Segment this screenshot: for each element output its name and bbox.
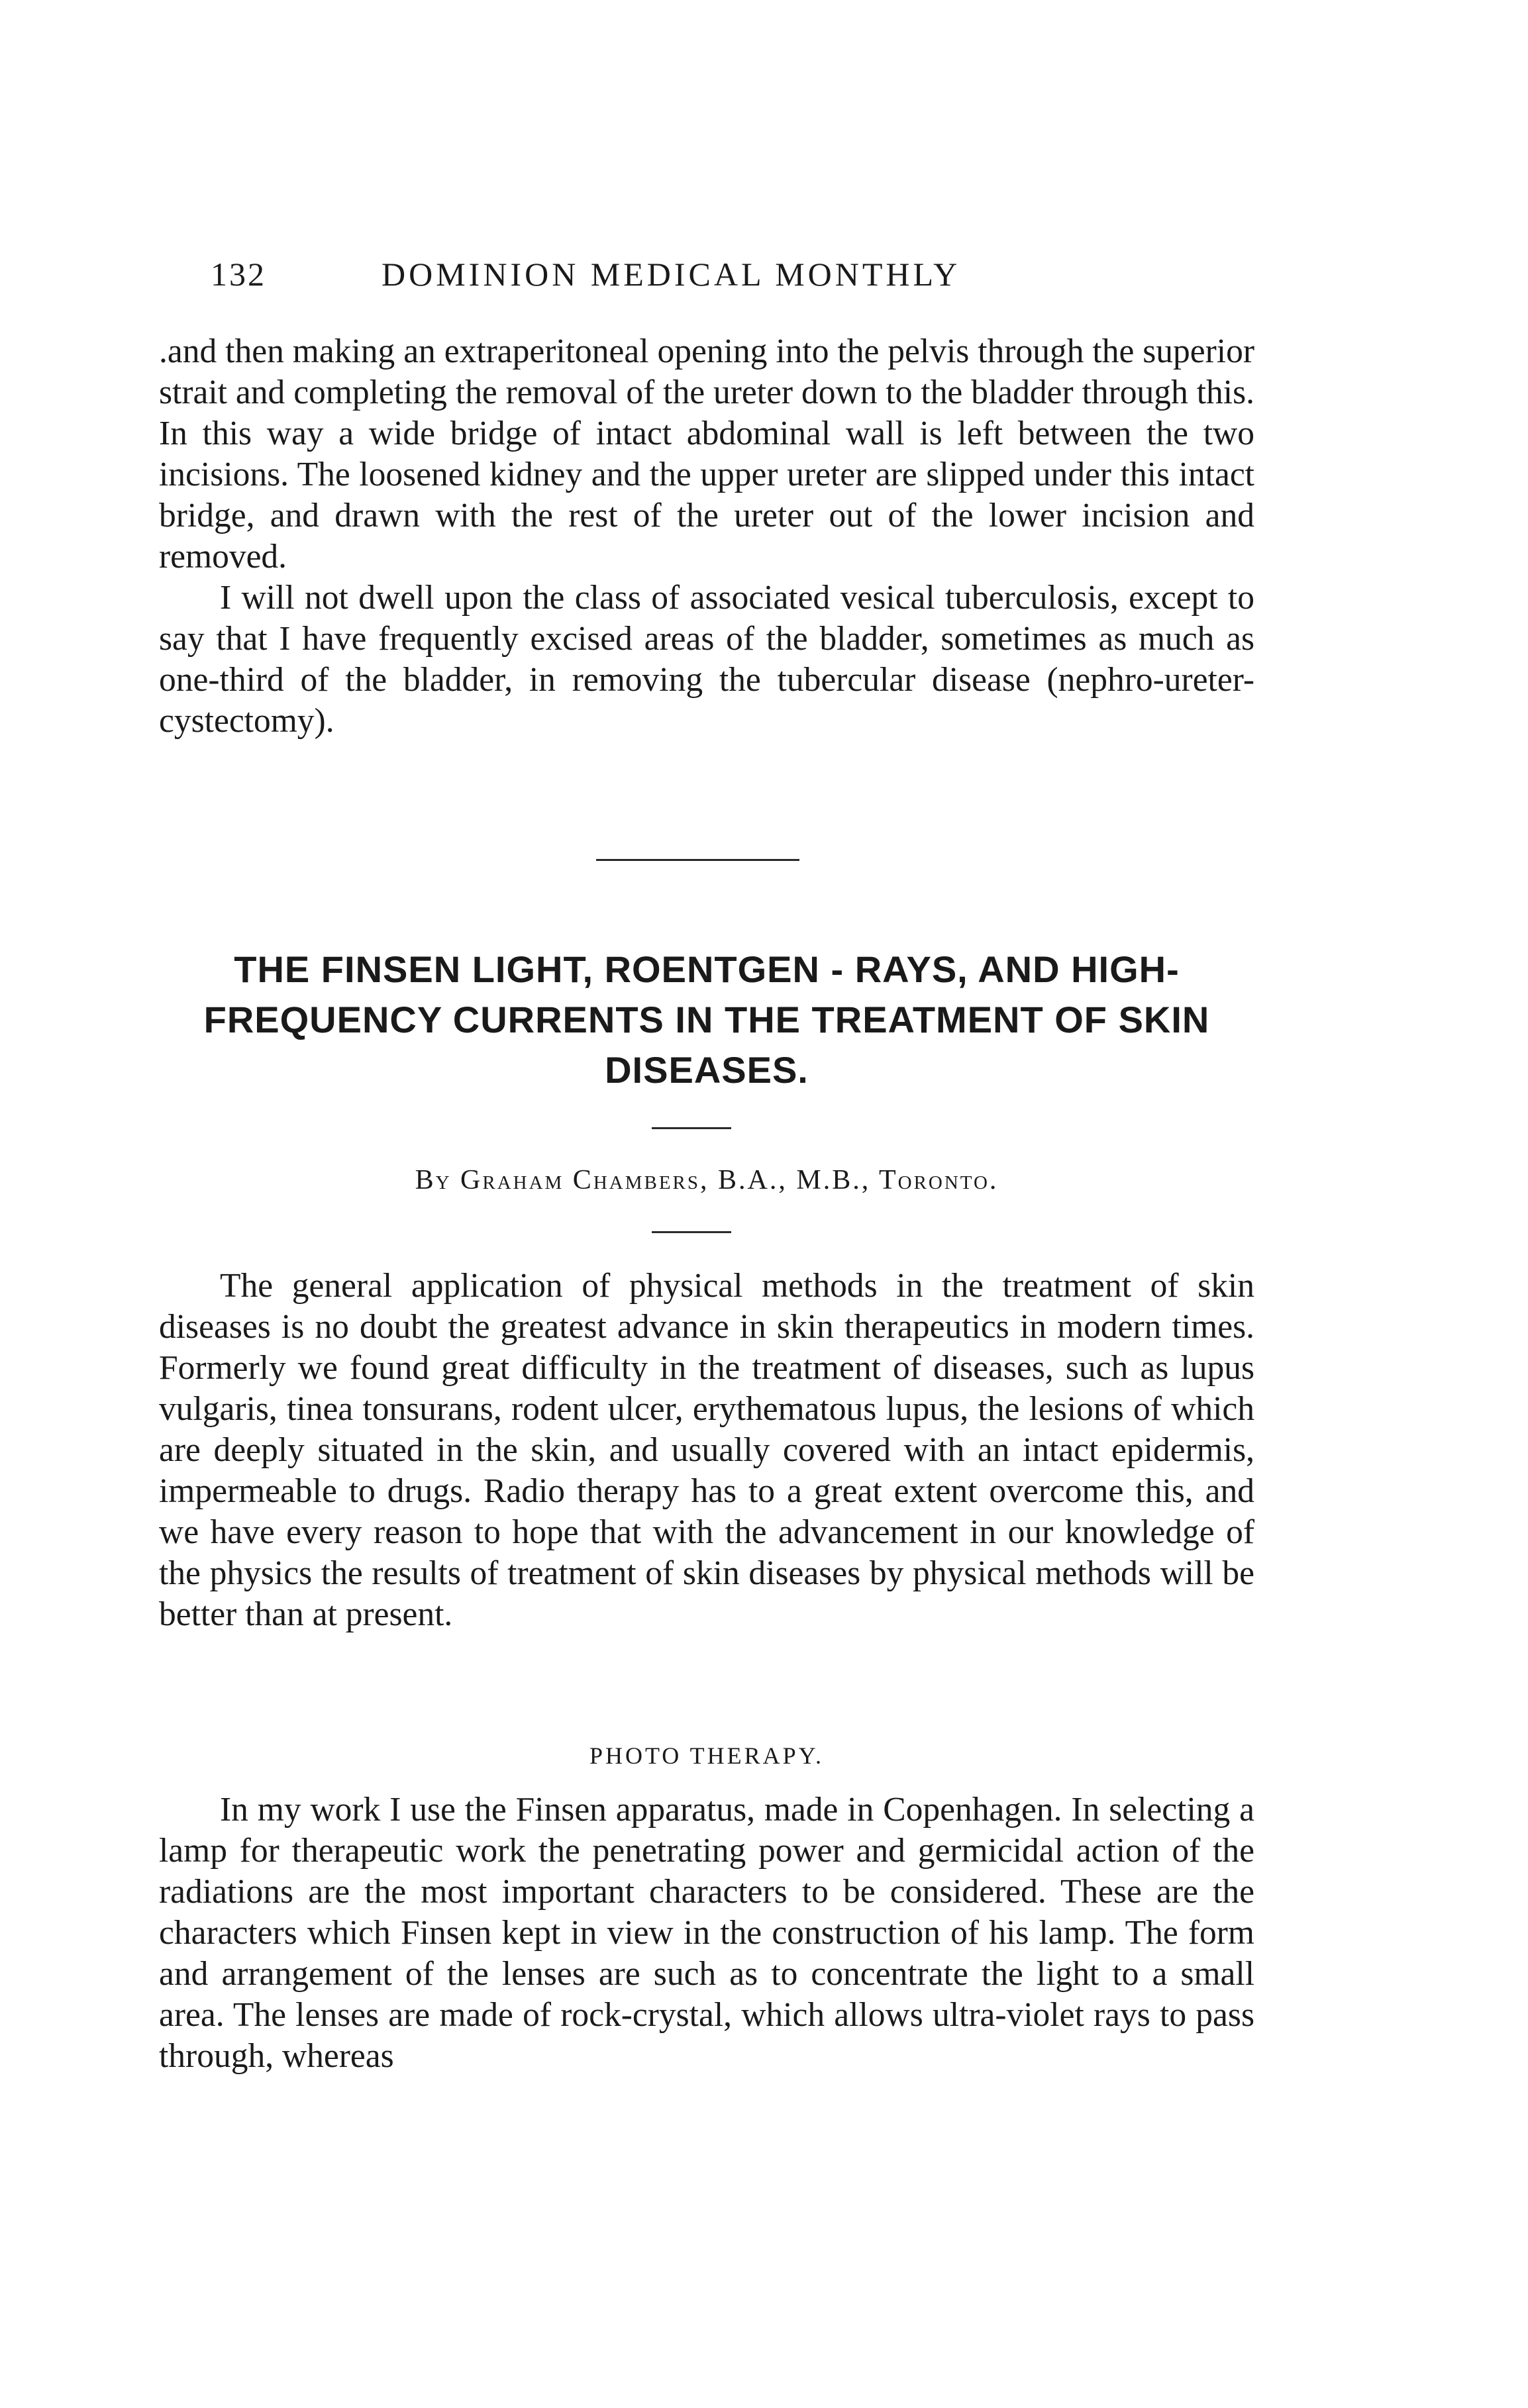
article-title: THE FINSEN LIGHT, ROENTGEN - RAYS, AND HIGH-FREQUENCY CURRENTS IN THE TREATMENT OF SKIN DISEASES. bbox=[203, 948, 1210, 1091]
photo-therapy-section bbox=[159, 1789, 1254, 2077]
section-heading: PHOTO THERAPY. bbox=[589, 1742, 825, 1769]
byline-rule bbox=[652, 1231, 731, 1233]
intro-paragraph: The general application of physical methods in the treatment of skin diseases is no doubt the greatest advance in skin therapeutics in modern times. Formerly we found great difficulty in the treatment of diseases, such as lupus vulgaris, tinea tonsurans, rodent ulcer, erythematous lupus, the lesions of which are deeply situated in the skin, and usually covered with an intact epidermis, impermeable to drugs. Radio therapy has to a great extent overcome this, and we have every reason to hope that with the advancement in our knowledge of the physics the results of treatment of skin diseases by physical methods will be better than at present. bbox=[159, 1267, 1254, 1633]
journal-title: DOMINION MEDICAL MONTHLY bbox=[382, 256, 961, 293]
article-separator-rule bbox=[596, 859, 799, 861]
article-intro bbox=[159, 1266, 1254, 1635]
page-number: 132 bbox=[211, 256, 266, 293]
title-rule bbox=[652, 1127, 731, 1129]
previous-article-paragraph-2: I will not dwell upon the class of associated vesical tuberculosis, except to say that I have frequently excised areas of the bladder, sometimes as much as one-third of the bladder, in removing the tubercular disease (nephro-ureter-cystectomy). bbox=[159, 579, 1254, 740]
author-byline: By Graham Chambers, B.A., M.B., Toronto. bbox=[415, 1165, 999, 1195]
running-header bbox=[211, 255, 1264, 301]
previous-article-text bbox=[159, 331, 1254, 742]
photo-therapy-paragraph: In my work I use the Finsen apparatus, made in Copenhagen. In selecting a lamp for therapeutic work the penetrating power and germicidal action of the radiations are the most important characters to be considered. These are the characters which Finsen kept in view in the construction of his lamp. The form and arrangement of the lenses are such as to concentrate the light to a small area. The lenses are made of rock-crystal, which allows ultra-violet rays to pass through, whereas bbox=[159, 1791, 1254, 2075]
previous-article-paragraph-1: .and then making an extraperitoneal opening into the pelvis through the superior strait and completing the removal of the ureter down to the bladder through this. In this way a wide bridge of intact abdominal wall is left between the two incisions. The loosened kidney and the upper ureter are slipped under this intact bridge, and drawn with the rest of the ureter out of the lower incision and removed. bbox=[159, 332, 1254, 576]
